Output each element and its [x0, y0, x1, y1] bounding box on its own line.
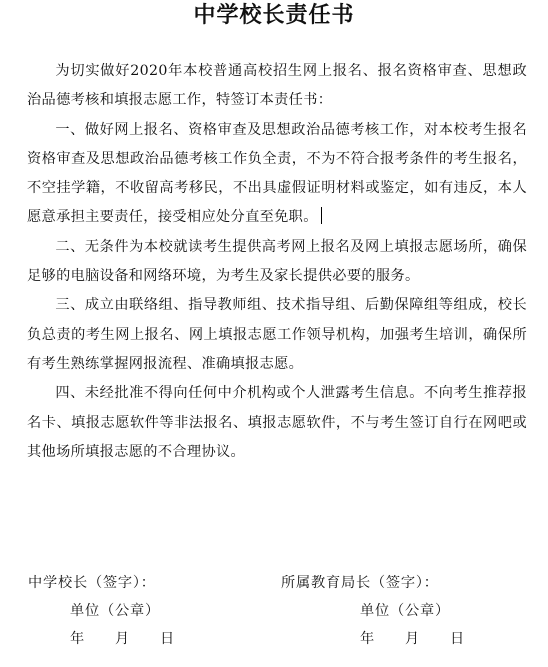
- principal-signature-label: 中学校长（签字）：: [28, 575, 156, 591]
- paragraph-item-2-text: 二、无条件为本校就读考生提供高考网上报名及网上填报志愿场所，确保足够的电脑设备和网络环境，为考生及家长提供必要的服务。: [27, 238, 527, 285]
- paragraph-item-2: [27, 233, 527, 292]
- principal-seal-label: 单位（公章）: [70, 603, 160, 619]
- paragraph-item-1: [27, 116, 527, 233]
- paragraph-intro-text: 为切实做好2020年本校普通高校招生网上报名、报名资格审查、思想政治品德考核和填报志愿工作，特签订本责任书：: [27, 63, 527, 109]
- bureau-date-day: 日: [450, 631, 465, 647]
- principal-date-day: 日: [160, 631, 175, 647]
- bureau-date-year: 年: [360, 631, 375, 647]
- principal-date-year: 年: [70, 631, 85, 647]
- principal-date-month: 月: [115, 631, 130, 647]
- text-cursor: [321, 207, 323, 224]
- bureau-date-month: 月: [405, 631, 420, 647]
- paragraph-item-3-text: 三、成立由联络组、指导教师组、技术指导组、后勤保障组等组成，校长负总责的考生网上报名、网上填报志愿工作领导机构，加强考生培训，确保所有考生熟练掌握网报流程、准确填报志愿。: [27, 297, 527, 372]
- paragraph-item-4: [27, 379, 527, 467]
- document-title: 中学校长责任书: [193, 3, 355, 28]
- document-body[interactable]: [27, 57, 527, 467]
- paragraph-intro: [27, 57, 527, 116]
- principal-date: [70, 629, 175, 649]
- paragraph-item-1-text: 一、做好网上报名、资格审查及思想政治品德考核工作，对本校考生报名资格审查及思想政治品德考核工作负全责，不为不符合报考条件的考生报名，不空挂学籍，不收留高考移民，不出具虚假证明材料或鉴定，如有违反，本人愿意承担主要责任，接受相应处分直至免职。: [27, 121, 527, 226]
- bureau-chief-signature-label: 所属教育局长（签字）：: [281, 575, 439, 591]
- paragraph-item-3: [27, 291, 527, 379]
- bureau-seal-label: 单位（公章）: [360, 603, 450, 619]
- paragraph-item-4-text: 四、未经批准不得向任何中介机构或个人泄露考生信息。不向考生推荐报名卡、填报志愿软件等非法报名、填报志愿软件，不与考生签订自行在网吧或其他场所填报志愿的不合理协议。: [27, 385, 527, 460]
- bureau-date: [360, 629, 465, 649]
